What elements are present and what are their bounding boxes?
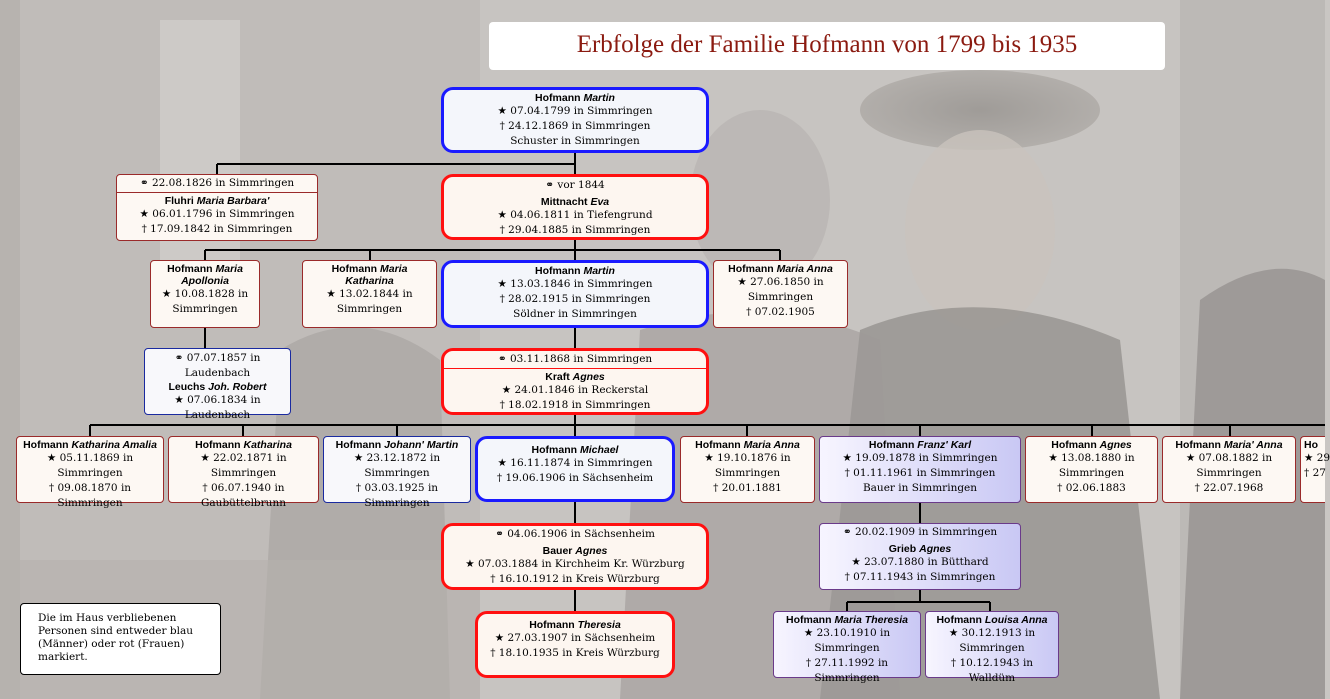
person-maria-katharina[interactable]: [302, 260, 437, 328]
given-name: Maria Apollonia: [181, 263, 243, 287]
person-franz-karl[interactable]: [819, 436, 1021, 503]
marriage-info: ⚭ 07.07.1857 in: [174, 352, 261, 364]
born: ★ 22.02.1871 in Simmringen: [200, 452, 287, 479]
given-name: Michael: [579, 444, 619, 456]
legend-note: Die im Haus verbliebenen Personen sind entweder blau (Männer) oder rot (Frauen) markiert.: [20, 603, 221, 675]
died: † 06.07.1940 in: [202, 482, 285, 494]
surname: Hofmann: [695, 439, 741, 451]
marriage-place: Laudenbach: [184, 367, 251, 379]
died: † 03.03.1925 in Simmringen: [355, 482, 439, 509]
given-name: Martin: [583, 265, 615, 277]
given-name: Agnes: [572, 371, 605, 383]
born: ★ 23.07.1880 in Bütthard: [851, 556, 989, 568]
surname: Hofmann: [728, 263, 774, 275]
surname: Hofmann: [786, 614, 832, 626]
person-maria-barbara[interactable]: [116, 174, 318, 241]
person-eva-mittnacht[interactable]: [441, 174, 709, 240]
surname: Kraft: [545, 371, 570, 383]
surname: Hofmann: [167, 263, 213, 275]
born: ★ 05.11.1869 in Simmringen: [46, 452, 134, 479]
died: † 22.07.1968: [1194, 482, 1264, 494]
surname: Hofmann: [535, 92, 581, 104]
person-agnes-1880[interactable]: [1025, 436, 1158, 503]
page-title: Erbfolge der Familie Hofmann von 1799 bis 1935: [489, 22, 1165, 70]
given-name: Agnes: [919, 543, 952, 555]
person-michael[interactable]: [475, 436, 675, 502]
given-name: Agnes: [575, 545, 608, 557]
surname: Ho: [1304, 439, 1318, 451]
died: † 20.01.1881: [713, 482, 782, 494]
person-maria-apollonia[interactable]: [150, 260, 260, 328]
born-place: Simmringen: [336, 303, 403, 315]
surname: Bauer: [542, 545, 573, 557]
born: ★ 27.03.1907 in Sächsenheim: [494, 632, 656, 644]
born-place: Simmringen: [172, 303, 238, 315]
given-name: Maria' Anna: [1223, 439, 1283, 451]
died: † 18.10.1935 in Kreis Würzburg: [490, 647, 660, 659]
born-place: Simmringen: [1196, 467, 1262, 479]
given-name: Maria Anna: [776, 263, 833, 275]
occupation: Bauer in Simmringen: [862, 482, 978, 494]
died: † 02.06.1883: [1057, 482, 1126, 494]
died: † 16.10.1912 in Kreis Würzburg: [490, 573, 660, 585]
died: † 24.12.1869 in Simmringen: [499, 120, 651, 132]
person-martin-1799[interactable]: [441, 87, 709, 153]
born: ★ 23.12.1872 in Simmringen: [353, 452, 441, 479]
given-name: Joh. Robert: [208, 381, 267, 393]
surname: Hofmann: [529, 619, 575, 631]
born: ★ 23.10.1910 in Simmringen: [803, 627, 891, 654]
surname: Mittnacht: [540, 196, 588, 208]
surname: Hofmann: [23, 439, 69, 451]
given-name: Maria Katharina: [345, 263, 408, 287]
born: ★ 13.08.1880 in: [1048, 452, 1135, 464]
died: † 09.08.1870 in Simmringen: [48, 482, 132, 509]
given-name: Louisa Anna: [984, 614, 1048, 626]
person-agnes-grieb[interactable]: [819, 523, 1021, 590]
born: ★ 07.06.1834 in Laudenbach: [174, 394, 261, 421]
died: † 29.04.1885 in Simmringen: [499, 224, 651, 236]
born: ★ 04.06.1811 in Tiefengrund: [497, 209, 653, 221]
person-louisa-anna[interactable]: [925, 611, 1059, 684]
marriage-info: ⚭ vor 1844: [545, 179, 605, 191]
born: ★ 07.04.1799 in Simmringen: [497, 105, 653, 117]
surname: Hofmann: [335, 439, 382, 451]
surname: Fluhri: [164, 195, 194, 207]
surname: Hofmann: [868, 439, 915, 451]
born: ★ 06.01.1796 in Simmringen: [139, 208, 295, 220]
given-name: Maria Anna: [743, 439, 800, 451]
born-place: Simmringen: [714, 467, 781, 479]
born: ★ 13.03.1846 in Simmringen: [497, 278, 653, 290]
given-name: Theresia: [577, 619, 621, 631]
person-maria-anna-1850[interactable]: [713, 260, 848, 328]
born: ★ 07.08.1882 in: [1185, 452, 1273, 464]
surname: Grieb: [888, 543, 917, 555]
person-johann-martin[interactable]: [323, 436, 471, 509]
died-place: Gaubüttelbrunn: [201, 497, 286, 509]
given-name: Maria Barbara': [196, 195, 270, 207]
surname: Hofmann: [195, 439, 241, 451]
surname: Hofmann: [936, 614, 982, 626]
born: ★ 07.03.1884 in Kirchheim Kr. Würzburg: [465, 558, 685, 570]
born: ★ 27.06.1850 in: [737, 276, 824, 288]
given-name: Martin: [583, 92, 615, 104]
given-name: Agnes: [1099, 439, 1132, 451]
born: ★ 13.02.1844 in: [326, 288, 413, 300]
surname: Leuchs: [168, 381, 206, 393]
occupation: Söldner in Simmringen: [513, 308, 637, 320]
marriage-info: ⚭ 04.06.1906 in Sächsenheim: [495, 528, 655, 540]
born-place: Simmringen: [1058, 467, 1125, 479]
born: ★ 19.09.1878 in Simmringen: [842, 452, 998, 464]
person-martin-1846[interactable]: [441, 260, 709, 328]
died: † 07.11.1943 in Simmringen: [844, 571, 996, 583]
died: † 18.02.1918 in Simmringen: [499, 399, 651, 411]
born: ★ 30.12.1913 in: [948, 627, 1036, 639]
marriage-info: ⚭ 20.02.1909 in Simmringen: [842, 526, 998, 538]
born: ★ 19.10.1876 in: [704, 452, 791, 464]
surname: Hofmann: [531, 444, 578, 456]
died: † 27: [1304, 467, 1326, 479]
died: † 07.02.1905: [746, 306, 815, 318]
given-name: Katharina: [243, 439, 292, 451]
given-name: Eva: [590, 196, 610, 208]
marriage-info: ⚭ 22.08.1826 in Simmringen: [117, 176, 317, 193]
person-theresia[interactable]: [475, 611, 675, 678]
person-maria-anna-1876[interactable]: [680, 436, 815, 503]
died: † 19.06.1906 in Sächsenheim: [496, 472, 654, 484]
person-partial[interactable]: [1300, 436, 1330, 503]
born: ★ 16.11.1874 in Simmringen: [497, 457, 653, 469]
given-name: Franz' Karl: [917, 439, 972, 451]
born: ★ 29: [1304, 452, 1330, 464]
occupation: Schuster in Simmringen: [510, 135, 640, 147]
person-leuchs-robert[interactable]: [144, 348, 291, 421]
surname: Hofmann: [331, 263, 378, 275]
person-katharina-amalia[interactable]: [16, 436, 164, 509]
born: ★ 24.01.1846 in Reckerstal: [501, 384, 649, 396]
died: † 10.12.1943 in Walldüm: [950, 657, 1034, 684]
died: † 01.11.1961 in Simmringen: [844, 467, 996, 479]
marriage-info: ⚭ 03.11.1868 in Simmringen: [444, 352, 706, 369]
surname: Hofmann: [1051, 439, 1097, 451]
person-agnes-kraft[interactable]: [441, 348, 709, 415]
given-name: Johann' Martin: [384, 439, 459, 451]
given-name: Katharina Amalia: [71, 439, 157, 451]
born: ★ 10.08.1828 in: [161, 288, 249, 300]
born-place: Simmringen: [959, 642, 1025, 654]
died: † 27.11.1992 in Simmringen: [805, 657, 889, 684]
died: † 28.02.1915 in Simmringen: [499, 293, 651, 305]
person-maria-anna-1882[interactable]: [1162, 436, 1296, 503]
person-katharina-1871[interactable]: [168, 436, 319, 509]
died: † 17.09.1842 in Simmringen: [141, 223, 293, 235]
person-agnes-bauer[interactable]: [441, 523, 709, 590]
born-place: Simmringen: [747, 291, 814, 303]
person-maria-theresia[interactable]: [773, 611, 921, 684]
surname: Hofmann: [535, 265, 581, 277]
surname: Hofmann: [1175, 439, 1221, 451]
given-name: Maria Theresia: [834, 614, 908, 626]
